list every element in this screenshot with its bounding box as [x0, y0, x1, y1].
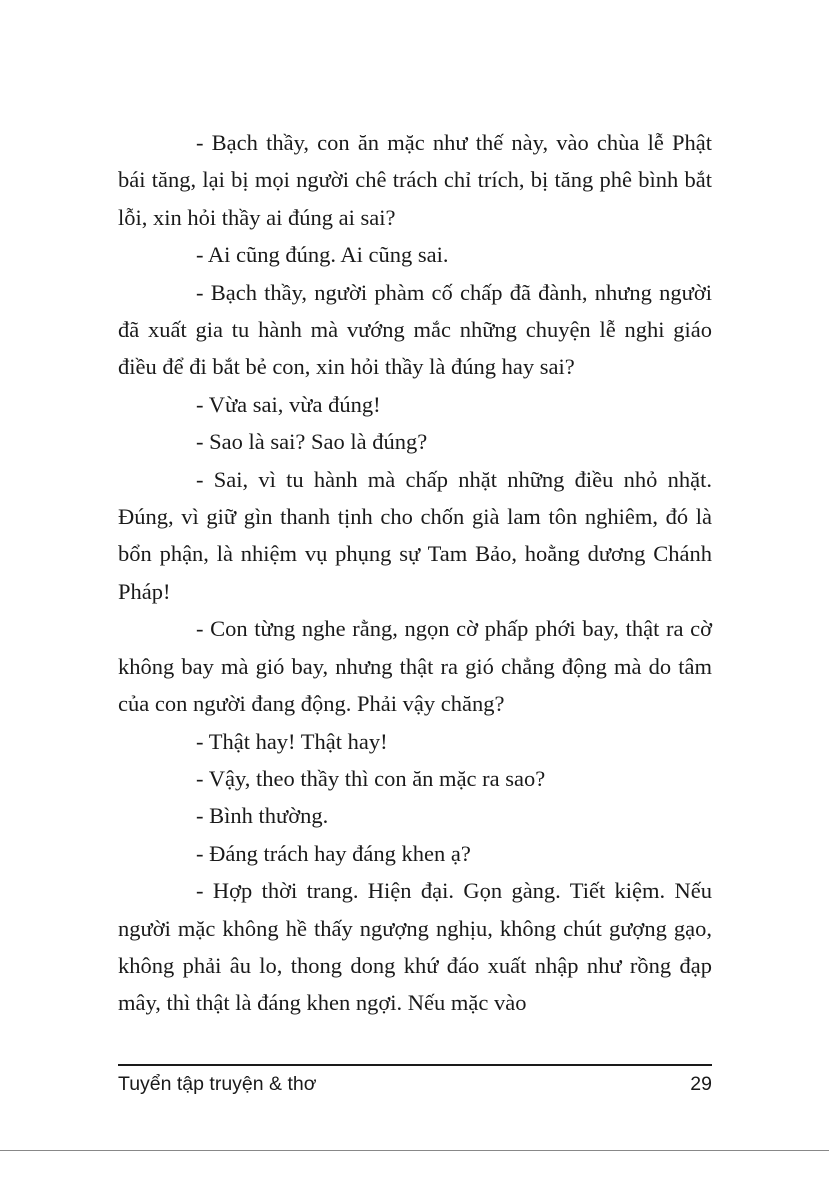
paragraph-9: - Vậy, theo thầy thì con ăn mặc ra sao?	[196, 765, 546, 791]
paragraph-1: - Bạch thầy, con ăn mặc như thế này, vào chùa lễ Phật bái tăng, lại bị mọi người chê trách chỉ trích, bị tăng phê bình bắt lỗi, xin hỏi thầy ai đúng ai sai?	[118, 130, 712, 230]
footer-book-title: Tuyển tập truyện & thơ	[118, 1073, 317, 1095]
paragraph-2: - Ai cũng đúng. Ai cũng sai.	[196, 242, 449, 268]
paragraph-4: - Vừa sai, vừa đúng!	[196, 391, 381, 417]
paragraph-11: - Đáng trách hay đáng khen ạ?	[196, 840, 471, 866]
paragraph-7: - Con từng nghe rằng, ngọn cờ phấp phới bay, thật ra cờ không bay mà gió bay, nhưng thật ra gió chẳng động mà do tâm của con người đang động. Phải vậy chăng?	[118, 616, 712, 717]
body-text	[118, 124, 712, 1022]
paragraph-6: - Sai, vì tu hành mà chấp nhặt những điều nhỏ nhặt. Đúng, vì giữ gìn thanh tịnh cho chốn già lam tôn nghiêm, đó là bổn phận, là nhiệm vụ phụng sự Tam Bảo, hoằng dương Chánh Pháp!	[118, 466, 712, 604]
page-bottom-edge	[0, 1150, 829, 1151]
paragraph-8: - Thật hay! Thật hay!	[196, 728, 388, 754]
paragraph-5: - Sao là sai? Sao là đúng?	[196, 429, 428, 455]
paragraph-12: - Hợp thời trang. Hiện đại. Gọn gàng. Tiết kiệm. Nếu người mặc không hề thấy ngượng nghịu, không chút gượng gạo, không phải âu lo, thong dong khứ đáo xuất nhập như rồng đạp mây, thì thật là đáng khen ngợi. Nếu mặc vào	[118, 878, 712, 1016]
footer-divider	[118, 1064, 712, 1066]
page-number: 29	[690, 1073, 712, 1095]
paragraph-10: - Bình thường.	[196, 803, 329, 829]
paragraph-3: - Bạch thầy, người phàm cố chấp đã đành, nhưng người đã xuất gia tu hành mà vướng mắc những chuyện lễ nghi giáo điều để đi bắt bẻ con, xin hỏi thầy là đúng hay sai?	[118, 279, 712, 380]
